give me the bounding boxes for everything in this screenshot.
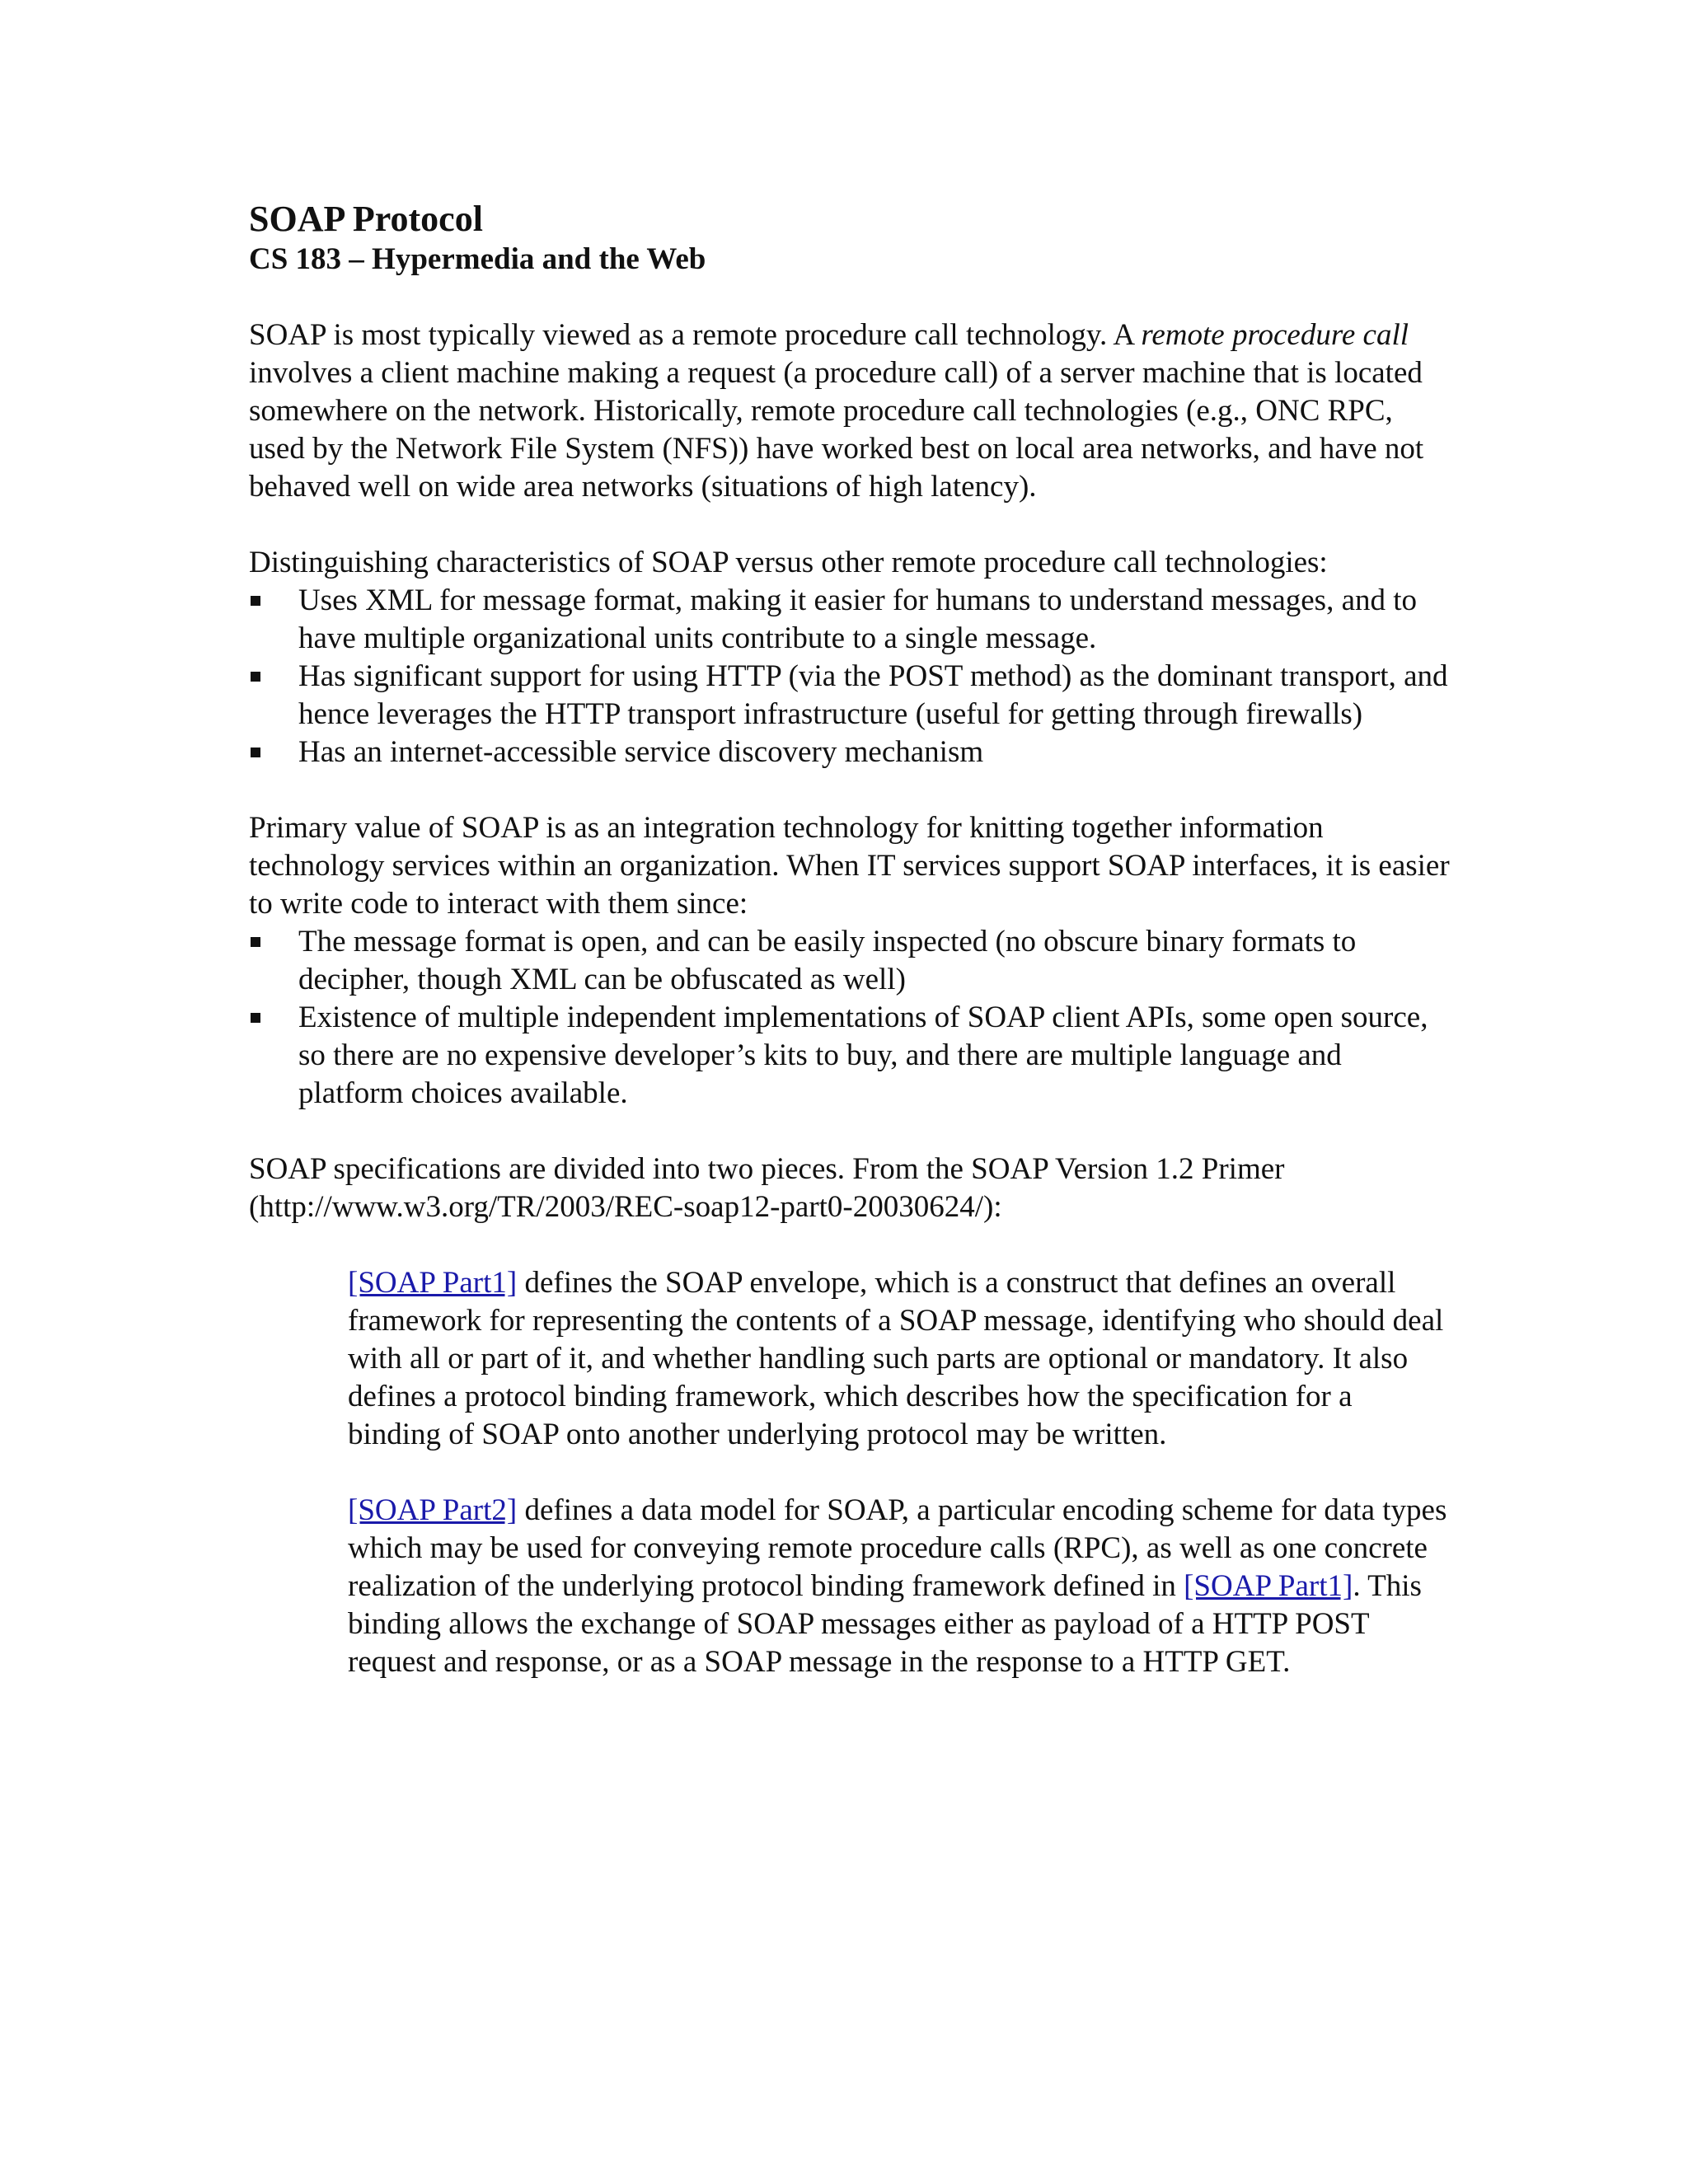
square-bullet-icon — [251, 672, 260, 682]
document-page — [249, 198, 1452, 1681]
square-bullet-icon — [251, 748, 260, 757]
spacer — [249, 1113, 1452, 1151]
spacer — [249, 506, 1452, 544]
list-item-text: Uses XML for message format, making it easier for humans to understand messages, and to have multiple organizational units contribute to a single message. — [298, 583, 1418, 655]
document-title: SOAP Protocol — [249, 199, 483, 239]
spacer — [249, 279, 1452, 316]
value-list — [249, 923, 1452, 1113]
primer-quote — [348, 1264, 1452, 1681]
quote-part2-text: defines a data model for SOAP, a particular encoding scheme for data types which may be used for conveying remote procedure calls (RPC), as well as one concrete realization of the underlying protocol binding framework defined in — [348, 1493, 1447, 1603]
list-item-text: Has significant support for using HTTP (via the POST method) as the dominant transport, and hence leverages the HTTP transport infrastructure (useful for getting through firewalls) — [298, 659, 1448, 731]
spacer — [249, 1226, 1452, 1264]
list-item — [249, 582, 1452, 658]
list-item-text: Has an internet-accessible service discovery mechanism — [298, 735, 984, 769]
list-item — [249, 658, 1452, 733]
characteristics-intro: Distinguishing characteristics of SOAP versus other remote procedure call technologies: — [249, 546, 1328, 579]
list-item — [249, 999, 1452, 1113]
spacer — [348, 1454, 1452, 1492]
square-bullet-icon — [251, 937, 260, 947]
intro-emphasis: remote procedure call — [1141, 318, 1409, 352]
spacer — [249, 771, 1452, 809]
list-item-text: The message format is open, and can be easily inspected (no obscure binary formats to decipher, though XML can be obfuscated as well) — [298, 925, 1357, 996]
square-bullet-icon — [251, 596, 260, 606]
intro-paragraph — [249, 316, 1452, 506]
value-intro: Primary value of SOAP is as an integration technology for knitting together information technology services within an organization. When IT services support SOAP interfaces, it is easier to write code to interact with them since: — [249, 811, 1450, 921]
list-item — [249, 733, 1452, 771]
list-item — [249, 923, 1452, 999]
intro-text-end: involves a client machine making a request (a procedure call) of a server machine that is located somewhere on the network. Historically, remote procedure call technologies (e.g., ONC RPC, used by the Network File System (NFS)) have worked best on local area networks, and have not behaved well on wide area networks (situations of high latency). — [249, 356, 1424, 504]
document-subtitle: CS 183 – Hypermedia and the Web — [249, 242, 706, 276]
quote-part2 — [348, 1492, 1452, 1681]
soap-part1-link[interactable]: [SOAP Part1] — [348, 1266, 518, 1300]
quote-part2-text-end: . This binding allows the exchange of SOAP messages either as payload of a HTTP POST request and response, or as a SOAP message in the response to a HTTP GET. — [348, 1569, 1422, 1679]
soap-part1-link[interactable]: [SOAP Part1] — [1184, 1569, 1353, 1603]
soap-part2-link[interactable]: [SOAP Part2] — [348, 1493, 518, 1527]
list-item-text: Existence of multiple independent implementations of SOAP client APIs, some open source, so there are no expensive developer’s kits to buy, and there are multiple language and platform choices available. — [298, 1001, 1428, 1110]
specifications-paragraph: SOAP specifications are divided into two pieces. From the SOAP Version 1.2 Primer (http://www.w3.org/TR/2003/REC-soap12-part0-20030624/): — [249, 1152, 1285, 1224]
quote-part1-text: defines the SOAP envelope, which is a construct that defines an overall framework for representing the contents of a SOAP message, identifying who should deal with all or part of it, and whether handling such parts are optional or mandatory. It also defines a protocol binding framework, which describes how the specification for a binding of SOAP onto another underlying protocol may be written. — [348, 1266, 1444, 1451]
characteristics-list — [249, 582, 1452, 771]
quote-part1 — [348, 1264, 1452, 1454]
square-bullet-icon — [251, 1013, 260, 1023]
intro-text-start: SOAP is most typically viewed as a remote procedure call technology. A — [249, 318, 1142, 352]
